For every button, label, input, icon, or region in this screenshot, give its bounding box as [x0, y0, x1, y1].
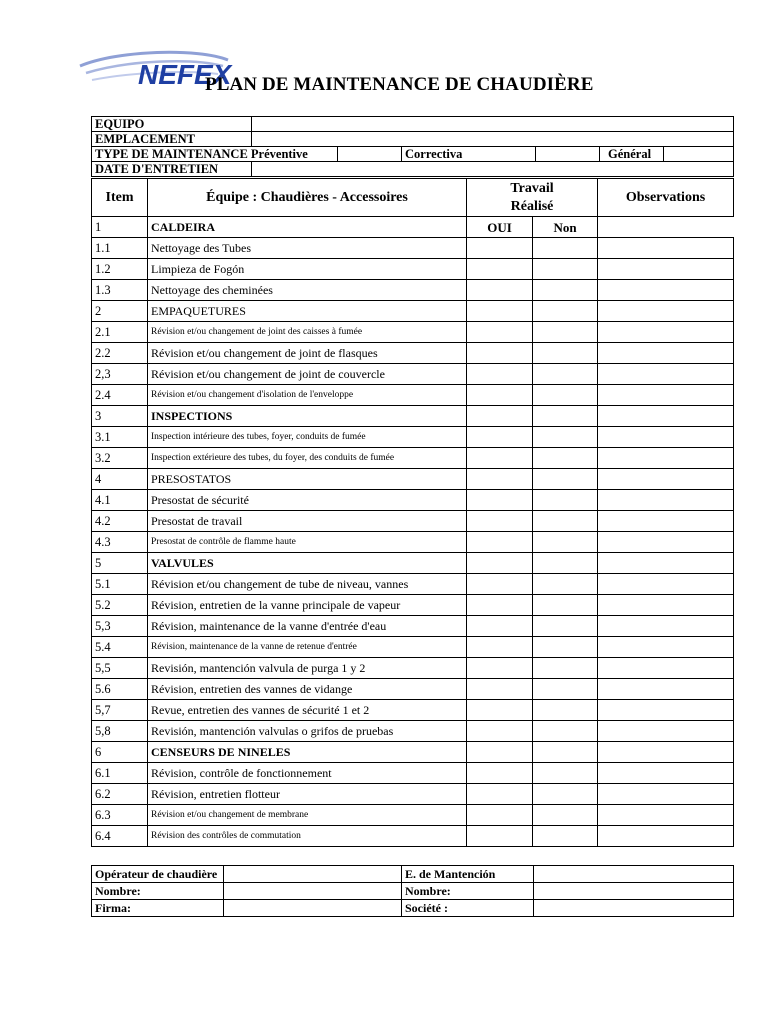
- table-row: [92, 679, 734, 700]
- row-description: EMPAQUETURES: [148, 301, 467, 322]
- oui-check-cell[interactable]: [467, 406, 533, 427]
- date-row: [92, 162, 734, 177]
- non-check-cell[interactable]: [533, 637, 598, 658]
- signature-table: [91, 865, 734, 917]
- oui-check-cell[interactable]: [467, 469, 533, 490]
- table-row: [92, 238, 734, 259]
- type-row: [92, 147, 734, 162]
- observations-cell[interactable]: [598, 301, 734, 322]
- table-row: [92, 385, 734, 406]
- row-description: CALDEIRA: [148, 217, 467, 238]
- row-description: Nettoyage des Tubes: [148, 238, 467, 259]
- non-check-cell[interactable]: [533, 238, 598, 259]
- row-description: Nettoyage des cheminées: [148, 280, 467, 301]
- correctiva-checkbox-cell[interactable]: [536, 147, 600, 162]
- observations-cell[interactable]: [598, 427, 734, 448]
- correctiva-label: Correctiva: [402, 147, 536, 162]
- nombre-field-operateur[interactable]: [224, 883, 402, 900]
- observations-cell[interactable]: [598, 763, 734, 784]
- row-description: Révision, entretien des vannes de vidange: [148, 679, 467, 700]
- table-row: [92, 280, 734, 301]
- row-item-number: 3.1: [92, 427, 148, 448]
- row-description: Révision, entretien de la vanne principale de vapeur: [148, 595, 467, 616]
- row-description: Presostat de sécurité: [148, 490, 467, 511]
- table-row: [92, 763, 734, 784]
- non-check-cell[interactable]: [533, 343, 598, 364]
- non-check-cell[interactable]: [533, 616, 598, 637]
- table-row: [92, 364, 734, 385]
- table-row: [92, 427, 734, 448]
- observations-column-header: Observations: [598, 179, 734, 217]
- row-description: Révision et/ou changement de membrane: [148, 805, 467, 826]
- table-row: [92, 616, 734, 637]
- realise-label: Réalisé: [510, 198, 554, 214]
- section-row: [92, 553, 734, 574]
- row-item-number: 1.2: [92, 259, 148, 280]
- societe-field[interactable]: [534, 900, 734, 917]
- observations-cell[interactable]: [598, 532, 734, 553]
- row-item-number: 6.2: [92, 784, 148, 805]
- footer-title-row: [92, 866, 734, 883]
- non-check-cell[interactable]: [533, 763, 598, 784]
- observations-cell[interactable]: [598, 322, 734, 343]
- table-row: [92, 637, 734, 658]
- non-check-cell[interactable]: [533, 385, 598, 406]
- oui-check-cell[interactable]: [467, 343, 533, 364]
- date-label: DATE D'ENTRETIEN: [92, 162, 252, 177]
- row-description: Révision, maintenance de la vanne de retenue d'entrée: [148, 637, 467, 658]
- oui-check-cell[interactable]: [467, 280, 533, 301]
- row-item-number: 2.2: [92, 343, 148, 364]
- row-item-number: 4.2: [92, 511, 148, 532]
- equipo-row: [92, 117, 734, 132]
- emplacement-field[interactable]: [252, 132, 734, 147]
- observations-cell[interactable]: [598, 259, 734, 280]
- observations-cell[interactable]: [598, 805, 734, 826]
- footer-nombre-row: [92, 883, 734, 900]
- equipe-column-header: Équipe : Chaudières - Accessoires: [148, 179, 467, 217]
- row-item-number: 5.6: [92, 679, 148, 700]
- oui-check-cell[interactable]: [467, 448, 533, 469]
- mantencion-field[interactable]: [534, 866, 734, 883]
- row-item-number: 2.1: [92, 322, 148, 343]
- oui-check-cell[interactable]: [467, 490, 533, 511]
- section-row: [92, 301, 734, 322]
- row-item-number: 5.1: [92, 574, 148, 595]
- non-check-cell[interactable]: [533, 280, 598, 301]
- table-row: [92, 784, 734, 805]
- oui-check-cell[interactable]: [467, 427, 533, 448]
- observations-cell[interactable]: [598, 280, 734, 301]
- observations-cell[interactable]: [598, 721, 734, 742]
- non-check-cell[interactable]: [533, 553, 598, 574]
- oui-check-cell[interactable]: [467, 700, 533, 721]
- non-check-cell[interactable]: [533, 679, 598, 700]
- checklist-table: [91, 178, 734, 847]
- non-check-cell[interactable]: [533, 259, 598, 280]
- non-check-cell[interactable]: [533, 742, 598, 763]
- non-check-cell[interactable]: [533, 406, 598, 427]
- item-column-header: Item: [92, 179, 148, 217]
- societe-label: Société :: [402, 900, 534, 917]
- non-check-cell[interactable]: [533, 364, 598, 385]
- observations-cell[interactable]: [598, 658, 734, 679]
- oui-check-cell[interactable]: [467, 322, 533, 343]
- oui-check-cell[interactable]: [467, 511, 533, 532]
- observations-cell[interactable]: [598, 553, 734, 574]
- operateur-label: Opérateur de chaudière: [92, 866, 224, 883]
- observations-cell[interactable]: [598, 490, 734, 511]
- row-description: PRESOSTATOS: [148, 469, 467, 490]
- row-item-number: 2,3: [92, 364, 148, 385]
- mantencion-label: E. de Mantención: [402, 866, 534, 883]
- travail-realise-header: [467, 179, 598, 217]
- row-description: Révision et/ou changement de joint de flasques: [148, 343, 467, 364]
- row-item-number: 1: [92, 217, 148, 238]
- non-check-cell[interactable]: [533, 448, 598, 469]
- row-description: VALVULES: [148, 553, 467, 574]
- row-item-number: 4: [92, 469, 148, 490]
- oui-check-cell[interactable]: [467, 679, 533, 700]
- oui-check-cell[interactable]: [467, 532, 533, 553]
- observations-cell[interactable]: [598, 742, 734, 763]
- non-check-cell[interactable]: [533, 700, 598, 721]
- travail-label: Travail: [510, 180, 554, 196]
- table-row: [92, 595, 734, 616]
- table-row: [92, 700, 734, 721]
- nombre-field-mantencion[interactable]: [534, 883, 734, 900]
- row-item-number: 5,8: [92, 721, 148, 742]
- non-check-cell[interactable]: [533, 301, 598, 322]
- table-row: [92, 343, 734, 364]
- observations-cell[interactable]: [598, 469, 734, 490]
- row-description: Presostat de travail: [148, 511, 467, 532]
- row-item-number: 6.4: [92, 826, 148, 847]
- row-item-number: 5,7: [92, 700, 148, 721]
- non-check-cell[interactable]: [533, 658, 598, 679]
- general-cell: [600, 147, 734, 162]
- emplacement-label: EMPLACEMENT: [92, 132, 252, 147]
- non-check-cell[interactable]: [533, 721, 598, 742]
- row-description: INSPECTIONS: [148, 406, 467, 427]
- observations-cell[interactable]: [598, 406, 734, 427]
- observations-cell[interactable]: [598, 637, 734, 658]
- table-row: [92, 826, 734, 847]
- table-row: [92, 259, 734, 280]
- column-header-row: [92, 179, 734, 217]
- table-row: [92, 805, 734, 826]
- non-check-cell[interactable]: [533, 784, 598, 805]
- row-description: Inspection extérieure des tubes, du foyer, des conduits de fumée: [148, 448, 467, 469]
- non-check-cell[interactable]: [533, 490, 598, 511]
- row-item-number: 4.3: [92, 532, 148, 553]
- row-item-number: 6.1: [92, 763, 148, 784]
- non-check-cell[interactable]: [533, 532, 598, 553]
- non-check-cell[interactable]: [533, 826, 598, 847]
- row-description: Révision, contrôle de fonctionnement: [148, 763, 467, 784]
- table-row: [92, 658, 734, 679]
- row-description: Révision et/ou changement de joint de couvercle: [148, 364, 467, 385]
- row-description: Révision et/ou changement de tube de niveau, vannes: [148, 574, 467, 595]
- general-checkbox-cell[interactable]: [664, 147, 733, 161]
- oui-check-cell[interactable]: [467, 826, 533, 847]
- logo-wordmark: NEFEX: [138, 59, 232, 90]
- row-item-number: 2.4: [92, 385, 148, 406]
- non-check-cell[interactable]: [533, 595, 598, 616]
- observations-cell[interactable]: [598, 511, 734, 532]
- row-item-number: 5.4: [92, 637, 148, 658]
- oui-check-cell[interactable]: [467, 658, 533, 679]
- row-description: CENSEURS DE NINELES: [148, 742, 467, 763]
- row-item-number: 5,3: [92, 616, 148, 637]
- table-row: [92, 574, 734, 595]
- section-row: [92, 742, 734, 763]
- oui-check-cell[interactable]: [467, 259, 533, 280]
- nombre-label-mantencion: Nombre:: [402, 883, 534, 900]
- oui-check-cell[interactable]: [467, 637, 533, 658]
- oui-check-cell[interactable]: [467, 301, 533, 322]
- row-description: Inspection intérieure des tubes, foyer, conduits de fumée: [148, 427, 467, 448]
- observations-cell[interactable]: [598, 616, 734, 637]
- row-item-number: 6: [92, 742, 148, 763]
- non-column-header: Non: [533, 217, 598, 238]
- oui-check-cell[interactable]: [467, 742, 533, 763]
- oui-check-cell[interactable]: [467, 238, 533, 259]
- equipo-label: EQUIPO: [92, 117, 252, 132]
- row-description: Revisión, mantención valvula de purga 1 y 2: [148, 658, 467, 679]
- row-item-number: 5.2: [92, 595, 148, 616]
- row-item-number: 3.2: [92, 448, 148, 469]
- observations-cell[interactable]: [598, 679, 734, 700]
- row-description: Révision et/ou changement de joint des caisses à fumée: [148, 322, 467, 343]
- oui-check-cell[interactable]: [467, 616, 533, 637]
- row-item-number: 1.1: [92, 238, 148, 259]
- table-row: [92, 532, 734, 553]
- observations-cell[interactable]: [598, 574, 734, 595]
- row-item-number: 5,5: [92, 658, 148, 679]
- observations-cell[interactable]: [598, 385, 734, 406]
- row-item-number: 5: [92, 553, 148, 574]
- observations-cell[interactable]: [598, 238, 734, 259]
- row-description: Révision, maintenance de la vanne d'entrée d'eau: [148, 616, 467, 637]
- oui-column-header: OUI: [467, 217, 533, 238]
- non-check-cell[interactable]: [533, 574, 598, 595]
- observations-cell[interactable]: [598, 784, 734, 805]
- section-row: [92, 217, 734, 238]
- maintenance-header-table: [91, 116, 734, 177]
- table-row: [92, 448, 734, 469]
- observations-cell[interactable]: [598, 448, 734, 469]
- oui-check-cell[interactable]: [467, 385, 533, 406]
- row-description: Révision des contrôles de commutation: [148, 826, 467, 847]
- observations-cell[interactable]: [598, 700, 734, 721]
- row-item-number: 6.3: [92, 805, 148, 826]
- row-description: Révision, entretien flotteur: [148, 784, 467, 805]
- general-label: Général: [600, 147, 664, 161]
- oui-check-cell[interactable]: [467, 574, 533, 595]
- non-check-cell[interactable]: [533, 427, 598, 448]
- oui-check-cell[interactable]: [467, 721, 533, 742]
- page-title: PLAN DE MAINTENANCE DE CHAUDIÈRE: [205, 74, 594, 95]
- non-check-cell[interactable]: [533, 805, 598, 826]
- oui-check-cell[interactable]: [467, 553, 533, 574]
- non-check-cell[interactable]: [533, 511, 598, 532]
- equipo-field[interactable]: [252, 117, 734, 132]
- oui-check-cell[interactable]: [467, 364, 533, 385]
- table-row: [92, 322, 734, 343]
- row-description: Revisión, mantención valvulas o grifos de pruebas: [148, 721, 467, 742]
- preventive-checkbox-cell[interactable]: [338, 147, 402, 162]
- emplacement-row: [92, 132, 734, 147]
- non-check-cell[interactable]: [533, 322, 598, 343]
- section-row: [92, 469, 734, 490]
- oui-check-cell[interactable]: [467, 784, 533, 805]
- firma-field[interactable]: [224, 900, 402, 917]
- row-item-number: 2: [92, 301, 148, 322]
- oui-check-cell[interactable]: [467, 805, 533, 826]
- row-description: Limpieza de Fogón: [148, 259, 467, 280]
- oui-check-cell[interactable]: [467, 763, 533, 784]
- row-description: Révision et/ou changement d'isolation de l'enveloppe: [148, 385, 467, 406]
- observations-cell[interactable]: [598, 595, 734, 616]
- footer-firma-row: [92, 900, 734, 917]
- observations-cell[interactable]: [598, 343, 734, 364]
- nombre-label-operateur: Nombre:: [92, 883, 224, 900]
- observations-cell[interactable]: [598, 826, 734, 847]
- observations-cell[interactable]: [598, 364, 734, 385]
- row-description: Revue, entretien des vannes de sécurité 1 et 2: [148, 700, 467, 721]
- firma-label: Firma:: [92, 900, 224, 917]
- row-description: Presostat de contrôle de flamme haute: [148, 532, 467, 553]
- table-row: [92, 511, 734, 532]
- table-row: [92, 721, 734, 742]
- type-maintenance-label: TYPE DE MAINTENANCE Préventive: [92, 147, 338, 162]
- row-item-number: 4.1: [92, 490, 148, 511]
- date-field[interactable]: [252, 162, 734, 177]
- row-item-number: 1.3: [92, 280, 148, 301]
- non-check-cell[interactable]: [533, 469, 598, 490]
- oui-check-cell[interactable]: [467, 595, 533, 616]
- row-item-number: 3: [92, 406, 148, 427]
- table-row: [92, 490, 734, 511]
- section-row: [92, 406, 734, 427]
- operateur-field[interactable]: [224, 866, 402, 883]
